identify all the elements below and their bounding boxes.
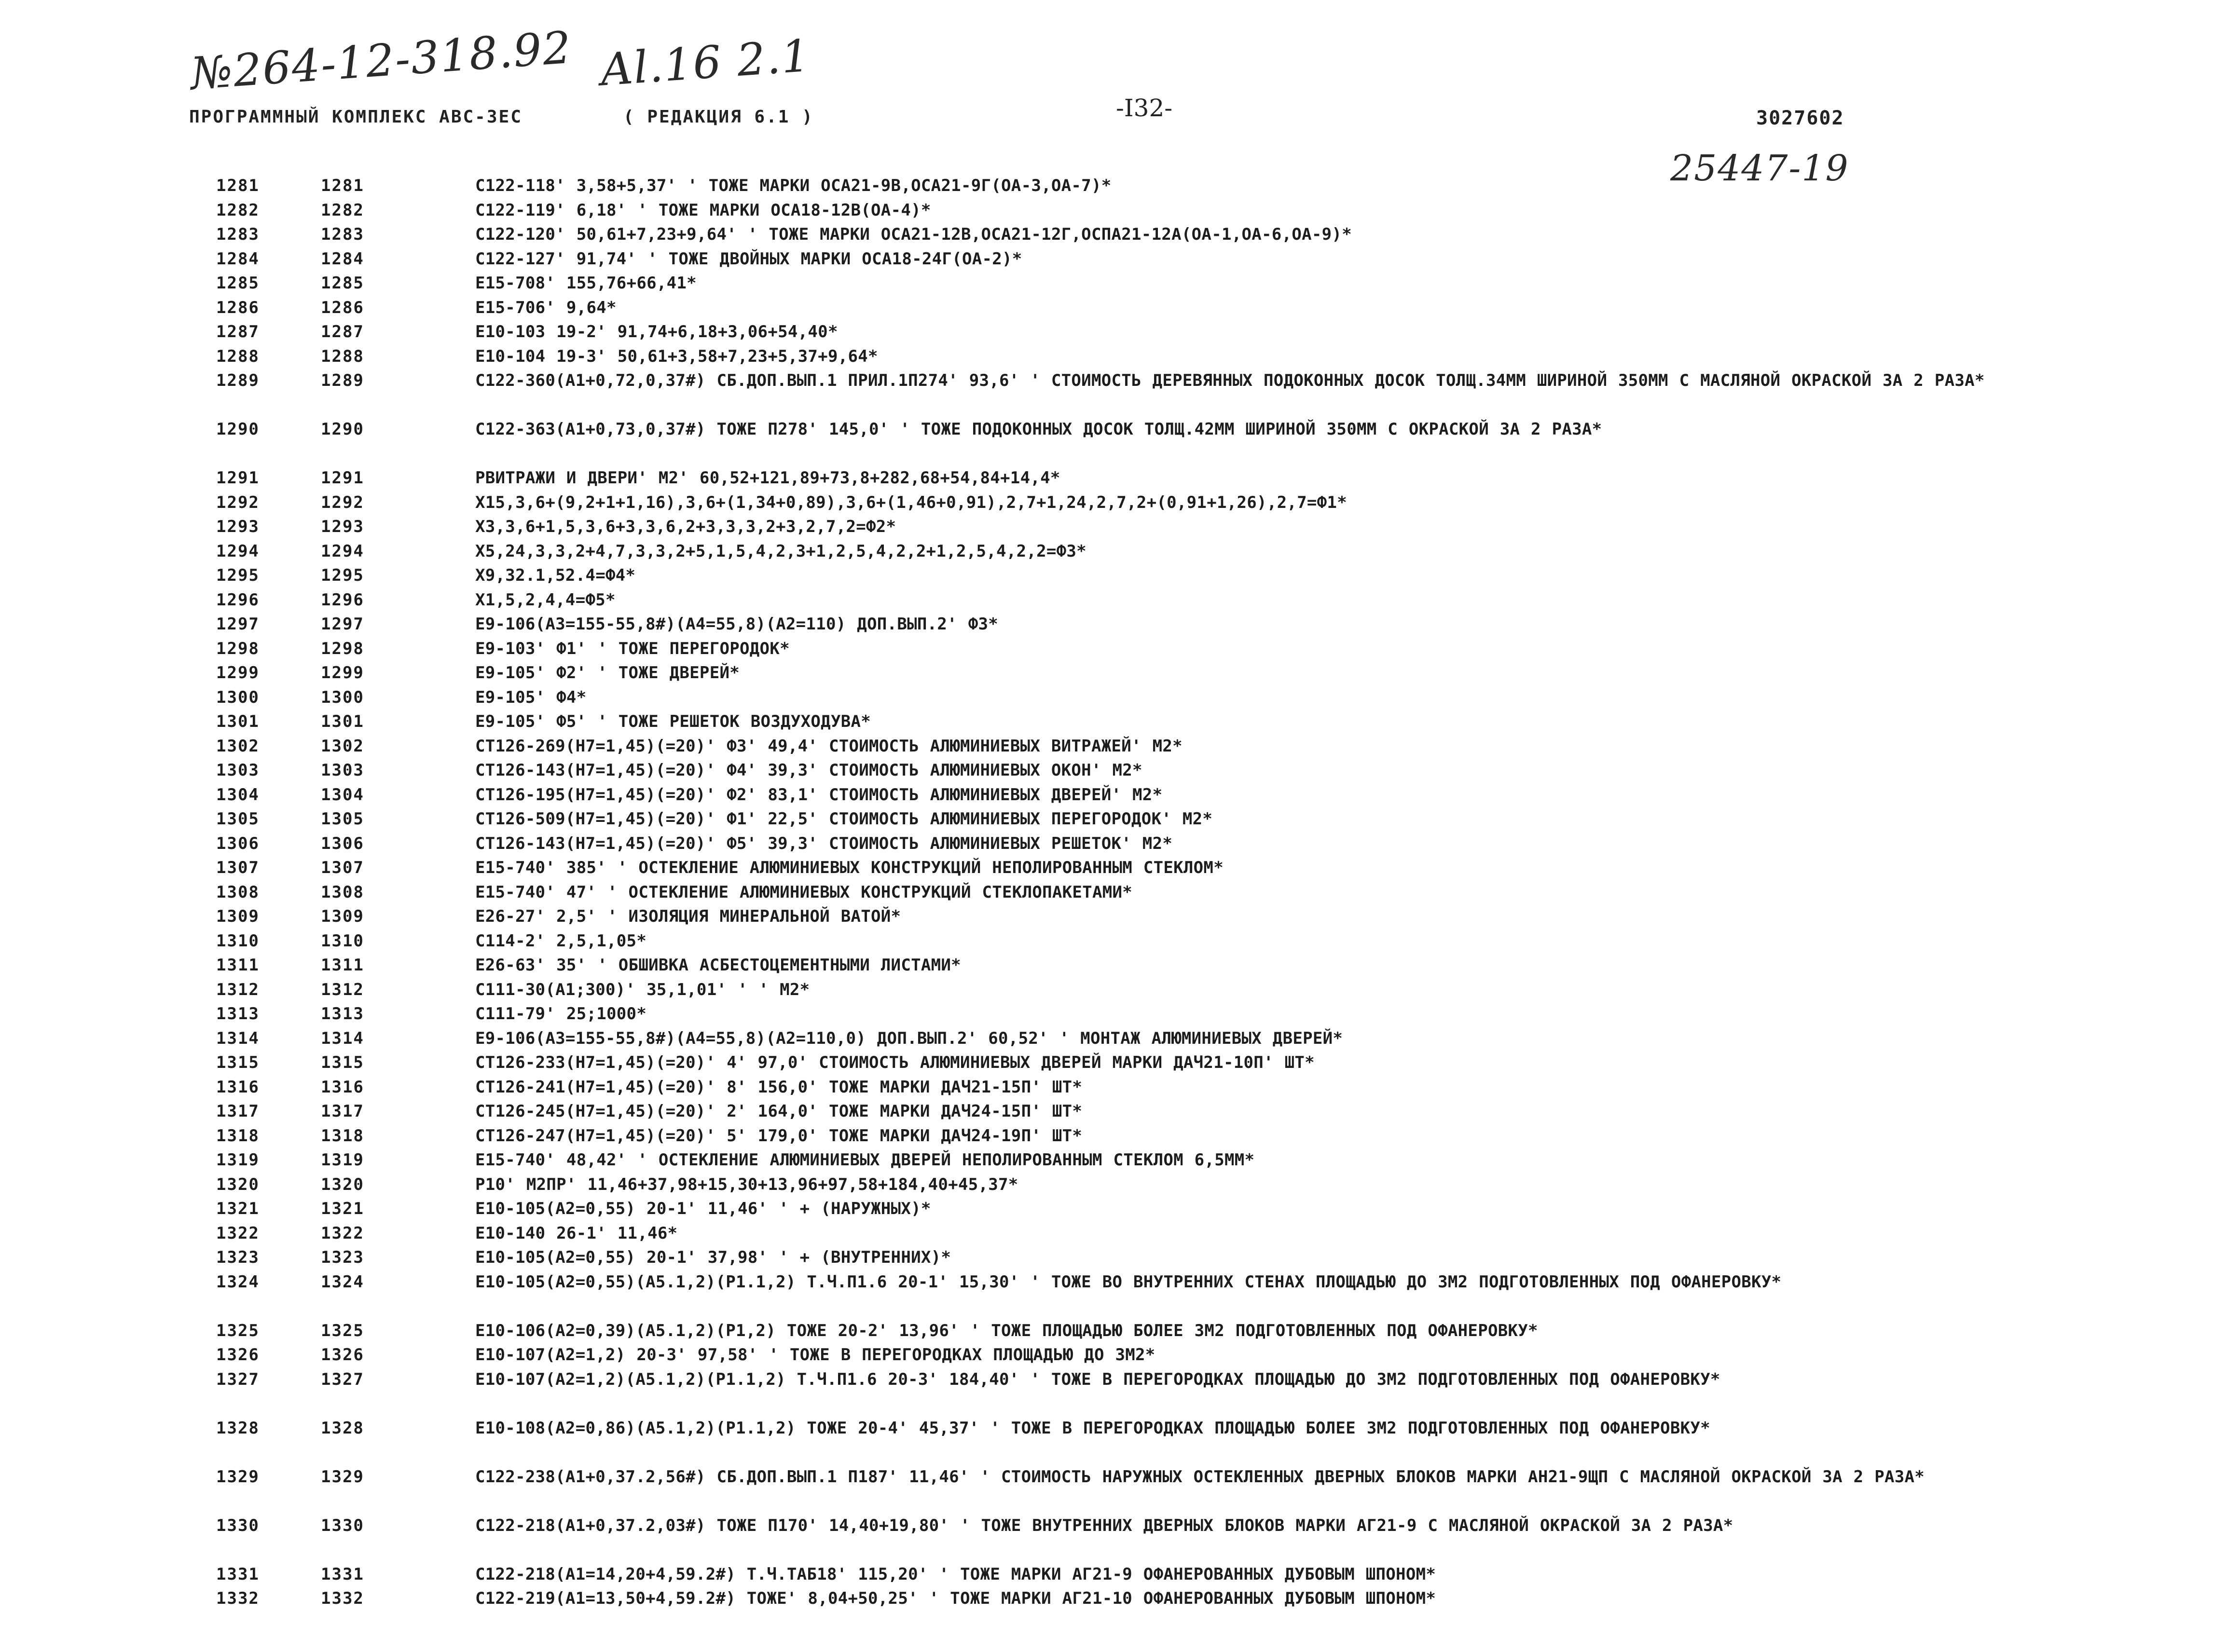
statement-text: Е9-105' Ф4* [475, 687, 587, 707]
listing-row [0, 904, 2228, 929]
line-number: 1282 [216, 200, 260, 220]
statement-text: Е15-740' 48,42' ' ОСТЕКЛЕНИЕ АЛЮМИНИЕВЫХ ДВЕРЕЙ НЕПОЛИРОВАННЫМ СТЕКЛОМ 6,5ММ* [475, 1150, 1255, 1170]
statement-number: 1297 [321, 614, 364, 634]
statement-number: 1315 [321, 1053, 364, 1072]
listing-row [0, 344, 2228, 369]
statement-text: Е9-106(А3=155-55,8#)(А4=55,8)(А2=110,0) ДОП.ВЫП.2' 60,52' ' МОНТАЖ АЛЮМИНИЕВЫХ ДВЕРЕЙ* [475, 1028, 1343, 1048]
statement-text: Е15-708' 155,76+66,41* [475, 273, 697, 293]
listing-row [0, 417, 2228, 466]
statement-text: Е15-706' 9,64* [475, 298, 617, 317]
line-number: 1310 [216, 931, 260, 951]
statement-text: СТ126-247(Н7=1,45)(=20)' 5' 179,0' ТОЖЕ МАРКИ ДАЧ24-19П' ШТ* [475, 1126, 1083, 1146]
statement-number: 1311 [321, 956, 364, 975]
listing-row [0, 271, 2228, 296]
statement-number: 1293 [321, 517, 364, 536]
statement-text: Е9-106(А3=155-55,8#)(А4=55,8)(А2=110) ДОП.ВЫП.2' Ф3* [475, 614, 999, 634]
statement-text: С122-363(А1+0,73,0,37#) ТОЖЕ П278' 145,0' ' ТОЖЕ ПОДОКОННЫХ ДОСОК ТОЛЩ.42ММ ШИРИНОЙ 350ММ С ОКРАСКОЙ ЗА 2 РАЗА* [475, 420, 1602, 439]
listing-row [0, 880, 2228, 905]
statement-text: Е15-740' 385' ' ОСТЕКЛЕНИЕ АЛЮМИНИЕВЫХ КОНСТРУКЦИЙ НЕПОЛИРОВАННЫМ СТЕКЛОМ* [475, 858, 1224, 877]
listing-row [0, 612, 2228, 637]
statement-number: 1329 [321, 1467, 364, 1487]
line-number: 1285 [216, 273, 260, 293]
statement-text: Е9-103' Ф1' ' ТОЖЕ ПЕРЕГОРОДОК* [475, 639, 790, 658]
statement-text: Е10-107(А2=1,2) 20-3' 97,58' ' ТОЖЕ В ПЕРЕГОРОДКАХ ПЛОЩАДЬЮ ДО 3М2* [475, 1345, 1155, 1365]
line-number: 1311 [216, 956, 260, 975]
statement-number: 1307 [321, 858, 364, 877]
listing-row [0, 1026, 2228, 1051]
line-number: 1307 [216, 858, 260, 877]
listing-row [0, 588, 2228, 613]
statement-text: Х3,3,6+1,5,3,6+3,3,6,2+3,3,3,2+3,2,7,2=Ф2* [475, 517, 896, 536]
listing-row [0, 1270, 2228, 1319]
statement-text: Е9-105' Ф2' ' ТОЖЕ ДВЕРЕЙ* [475, 663, 740, 683]
listing-row [0, 1367, 2228, 1416]
program-name: ПРОГРАММНЫЙ КОМПЛЕКС АВС-3ЕС [189, 107, 523, 127]
listing [0, 174, 2228, 1611]
statement-number: 1304 [321, 785, 364, 805]
statement-number: 1294 [321, 541, 364, 561]
listing-row [0, 1416, 2228, 1465]
listing-row [0, 491, 2228, 515]
statement-text: Е26-63' 35' ' ОБШИВКА АСБЕСТОЦЕМЕНТНЫМИ ЛИСТАМИ* [475, 956, 961, 975]
statement-number: 1292 [321, 492, 364, 512]
statement-number: 1291 [321, 468, 364, 488]
line-number: 1332 [216, 1589, 260, 1608]
statement-text: СТ126-143(Н7=1,45)(=20)' Ф4' 39,3' СТОИМОСТЬ АЛЮМИНИЕВЫХ ОКОН' М2* [475, 761, 1142, 780]
line-number: 1325 [216, 1321, 260, 1340]
statement-text: Е10-103 19-2' 91,74+6,18+3,06+54,40* [475, 322, 838, 341]
statement-number: 1317 [321, 1102, 364, 1121]
line-number: 1299 [216, 663, 260, 683]
statement-number: 1308 [321, 882, 364, 902]
line-number: 1330 [216, 1515, 260, 1535]
statement-number: 1299 [321, 663, 364, 683]
line-number: 1316 [216, 1077, 260, 1097]
statement-text: С122-218(А1+0,37.2,03#) ТОЖЕ П170' 14,40+19,80' ' ТОЖЕ ВНУТРЕННИХ ДВЕРНЫХ БЛОКОВ МАРКИ АГ21-9 С МАСЛЯНОЙ ОКРАСКОЙ ЗА 2 РАЗА* [475, 1515, 1733, 1535]
statement-number: 1316 [321, 1077, 364, 1097]
statement-number: 1306 [321, 833, 364, 853]
statement-number: 1330 [321, 1515, 364, 1535]
listing-row [0, 1586, 2228, 1611]
statement-text: С122-118' 3,58+5,37' ' ТОЖЕ МАРКИ ОСА21-9В,ОСА21-9Г(ОА-3,ОА-7)* [475, 176, 1112, 195]
statement-number: 1321 [321, 1199, 364, 1218]
statement-number: 1300 [321, 687, 364, 707]
page-number: -I32- [1116, 94, 1173, 122]
line-number: 1317 [216, 1102, 260, 1121]
listing-row [0, 1197, 2228, 1221]
listing-row [0, 1319, 2228, 1343]
line-number: 1293 [216, 517, 260, 536]
statement-number: 1322 [321, 1223, 364, 1243]
line-number: 1328 [216, 1418, 260, 1438]
line-number: 1306 [216, 833, 260, 853]
statement-text: СТ126-143(Н7=1,45)(=20)' Ф5' 39,3' СТОИМОСТЬ АЛЮМИНИЕВЫХ РЕШЕТОК' М2* [475, 833, 1173, 853]
line-number: 1303 [216, 761, 260, 780]
statement-number: 1302 [321, 736, 364, 756]
line-number: 1301 [216, 712, 260, 731]
line-number: 1315 [216, 1053, 260, 1072]
line-number: 1289 [216, 371, 260, 390]
line-number: 1314 [216, 1028, 260, 1048]
statement-text: С111-30(А1;300)' 35,1,01' ' ' М2* [475, 980, 810, 999]
statement-text: Е10-140 26-1' 11,46* [475, 1223, 678, 1243]
line-number: 1283 [216, 225, 260, 244]
statement-text: Е10-105(А2=0,55) 20-1' 11,46' ' + (НАРУЖНЫХ)* [475, 1199, 931, 1218]
statement-number: 1319 [321, 1150, 364, 1170]
statement-text: СТ126-195(Н7=1,45)(=20)' Ф2' 83,1' СТОИМОСТЬ АЛЮМИНИЕВЫХ ДВЕРЕЙ' М2* [475, 785, 1163, 805]
line-number: 1331 [216, 1564, 260, 1584]
statement-number: 1318 [321, 1126, 364, 1146]
line-number: 1296 [216, 590, 260, 610]
listing-row [0, 661, 2228, 685]
statement-text: С114-2' 2,5,1,05* [475, 931, 647, 951]
statement-text: С122-218(А1=14,20+4,59.2#) Т.Ч.ТАБ18' 115,20' ' ТОЖЕ МАРКИ АГ21-9 ОФАНЕРОВАННЫХ ДУБОВЫМ ШПОНОМ* [475, 1564, 1436, 1584]
statement-number: 1310 [321, 931, 364, 951]
listing-row [0, 783, 2228, 807]
statement-text: СТ126-233(Н7=1,45)(=20)' 4' 97,0' СТОИМОСТЬ АЛЮМИНИЕВЫХ ДВЕРЕЙ МАРКИ ДАЧ21-10П' ШТ* [475, 1053, 1315, 1072]
statement-number: 1303 [321, 761, 364, 780]
statement-text: Х9,32.1,52.4=Ф4* [475, 566, 636, 585]
listing-row [0, 953, 2228, 978]
statement-number: 1296 [321, 590, 364, 610]
statement-number: 1283 [321, 225, 364, 244]
statement-text: СТ126-269(Н7=1,45)(=20)' Ф3' 49,4' СТОИМОСТЬ АЛЮМИНИЕВЫХ ВИТРАЖЕЙ' М2* [475, 736, 1183, 756]
listing-row [0, 466, 2228, 491]
listing-row [0, 856, 2228, 880]
line-number: 1326 [216, 1345, 260, 1365]
listing-row [0, 978, 2228, 1002]
line-number: 1304 [216, 785, 260, 805]
line-number: 1327 [216, 1369, 260, 1389]
line-number: 1320 [216, 1174, 260, 1194]
line-number: 1300 [216, 687, 260, 707]
statement-text: Е10-108(А2=0,86)(А5.1,2)(Р1.1,2) ТОЖЕ 20-4' 45,37' ' ТОЖЕ В ПЕРЕГОРОДКАХ ПЛОЩАДЬЮ БОЛЕЕ 3М2 ПОДГОТОВЛЕННЫХ ПОД ОФАНЕРОВКУ* [475, 1418, 1710, 1438]
listing-row [0, 807, 2228, 832]
listing-row [0, 1514, 2228, 1562]
statement-text: С122-120' 50,61+7,23+9,64' ' ТОЖЕ МАРКИ ОСА21-12В,ОСА21-12Г,ОСПА21-12А(ОА-1,ОА-6,ОА-9)* [475, 225, 1352, 244]
statement-text: Х1,5,2,4,4=Ф5* [475, 590, 616, 610]
line-number: 1319 [216, 1150, 260, 1170]
statement-text: СТ126-509(Н7=1,45)(=20)' Ф1' 22,5' СТОИМОСТЬ АЛЮМИНИЕВЫХ ПЕРЕГОРОДОК' М2* [475, 809, 1213, 829]
statement-number: 1284 [321, 249, 364, 269]
line-number: 1305 [216, 809, 260, 829]
document-number: 3027602 [1756, 107, 1844, 129]
listing-row [0, 320, 2228, 344]
statement-number: 1331 [321, 1564, 364, 1584]
statement-text: Е15-740' 47' ' ОСТЕКЛЕНИЕ АЛЮМИНИЕВЫХ КОНСТРУКЦИЙ СТЕКЛОПАКЕТАМИ* [475, 882, 1133, 902]
program-edition: ( РЕДАКЦИЯ 6.1 ) [623, 107, 814, 127]
listing-row [0, 1562, 2228, 1587]
statement-number: 1332 [321, 1589, 364, 1608]
listing-row [0, 1124, 2228, 1148]
line-number: 1290 [216, 420, 260, 439]
statement-number: 1289 [321, 371, 364, 390]
line-number: 1298 [216, 639, 260, 658]
listing-row [0, 539, 2228, 564]
listing-row [0, 832, 2228, 856]
listing-row [0, 296, 2228, 320]
statement-number: 1287 [321, 322, 364, 341]
line-number: 1308 [216, 882, 260, 902]
statement-number: 1313 [321, 1004, 364, 1024]
listing-row [0, 222, 2228, 247]
line-number: 1281 [216, 176, 260, 195]
listing-row [0, 198, 2228, 223]
handwritten-sheet-number: Al.16 2.1 [599, 29, 812, 96]
statement-number: 1324 [321, 1272, 364, 1292]
statement-number: 1285 [321, 273, 364, 293]
statement-text: Р10' М2ПР' 11,46+37,98+15,30+13,96+97,58+184,40+45,37* [475, 1174, 1018, 1194]
line-number: 1321 [216, 1199, 260, 1218]
line-number: 1288 [216, 346, 260, 366]
listing-row [0, 247, 2228, 272]
statement-text: Е10-106(А2=0,39)(А5.1,2)(Р1,2) ТОЖЕ 20-2' 13,96' ' ТОЖЕ ПЛОЩАДЬЮ БОЛЕЕ 3М2 ПОДГОТОВЛЕННЫХ ПОД ОФАНЕРОВКУ* [475, 1321, 1538, 1340]
line-number: 1323 [216, 1248, 260, 1267]
statement-number: 1298 [321, 639, 364, 658]
line-number: 1295 [216, 566, 260, 585]
listing-row [0, 1245, 2228, 1270]
statement-number: 1286 [321, 298, 364, 317]
statement-number: 1314 [321, 1028, 364, 1048]
line-number: 1287 [216, 322, 260, 341]
line-number: 1322 [216, 1223, 260, 1243]
statement-text: СТ126-241(Н7=1,45)(=20)' 8' 156,0' ТОЖЕ МАРКИ ДАЧ21-15П' ШТ* [475, 1077, 1083, 1097]
handwritten-reference-number: 25447-19 [1670, 148, 1849, 189]
statement-text: Е10-107(А2=1,2)(А5.1,2)(Р1.1,2) Т.Ч.П1.6 20-3' 184,40' ' ТОЖЕ В ПЕРЕГОРОДКАХ ПЛОЩАДЬЮ ДО 3М2 ПОДГОТОВЛЕННЫХ ПОД ОФАНЕРОВКУ* [475, 1369, 1720, 1389]
statement-number: 1288 [321, 346, 364, 366]
listing-row [0, 1148, 2228, 1173]
listing-row [0, 1051, 2228, 1075]
line-number: 1302 [216, 736, 260, 756]
line-number: 1286 [216, 298, 260, 317]
line-number: 1312 [216, 980, 260, 999]
statement-text: СТ126-245(Н7=1,45)(=20)' 2' 164,0' ТОЖЕ МАРКИ ДАЧ24-15П' ШТ* [475, 1102, 1083, 1121]
statement-text: С122-360(А1+0,72,0,37#) СБ.ДОП.ВЫП.1 ПРИЛ.1П274' 93,6' ' СТОИМОСТЬ ДЕРЕВЯННЫХ ПОДОКОННЫХ ДОСОК ТОЛЩ.34ММ ШИРИНОЙ 350ММ С МАСЛЯНОЙ ОКРАСКОЙ ЗА 2 РАЗА* [475, 371, 1985, 390]
listing-row [0, 929, 2228, 954]
statement-number: 1328 [321, 1418, 364, 1438]
line-number: 1324 [216, 1272, 260, 1292]
line-number: 1329 [216, 1467, 260, 1487]
statement-number: 1323 [321, 1248, 364, 1267]
statement-text: С122-119' 6,18' ' ТОЖЕ МАРКИ ОСА18-12В(ОА-4)* [475, 200, 931, 220]
statement-text: С122-219(А1=13,50+4,59.2#) ТОЖЕ' 8,04+50,25' ' ТОЖЕ МАРКИ АГ21-10 ОФАНЕРОВАННЫХ ДУБОВЫМ ШПОНОМ* [475, 1589, 1436, 1608]
listing-row [0, 734, 2228, 759]
listing-row [0, 710, 2228, 734]
statement-text: С122-127' 91,74' ' ТОЖЕ ДВОЙНЫХ МАРКИ ОСА18-24Г(ОА-2)* [475, 249, 1022, 269]
listing-row [0, 1173, 2228, 1197]
line-number: 1292 [216, 492, 260, 512]
statement-number: 1301 [321, 712, 364, 731]
statement-text: Е10-105(А2=0,55) 20-1' 37,98' ' + (ВНУТРЕННИХ)* [475, 1248, 951, 1267]
line-number: 1309 [216, 907, 260, 926]
statement-text: РВИТРАЖИ И ДВЕРИ' М2' 60,52+121,89+73,8+282,68+54,84+14,4* [475, 468, 1060, 488]
statement-text: Е10-105(А2=0,55)(А5.1,2)(Р1.1,2) Т.Ч.П1.6 20-1' 15,30' ' ТОЖЕ ВО ВНУТРЕННИХ СТЕНАХ ПЛОЩАДЬЮ ДО 3М2 ПОДГОТОВЛЕННЫХ ПОД ОФАНЕРОВКУ* [475, 1272, 1782, 1292]
statement-number: 1325 [321, 1321, 364, 1340]
statement-number: 1305 [321, 809, 364, 829]
listing-row [0, 758, 2228, 783]
statement-number: 1281 [321, 176, 364, 195]
statement-number: 1309 [321, 907, 364, 926]
handwritten-document-number: №264-12-318.92 [189, 21, 574, 100]
statement-number: 1312 [321, 980, 364, 999]
statement-text: С122-238(А1+0,37.2,56#) СБ.ДОП.ВЫП.1 П187' 11,46' ' СТОИМОСТЬ НАРУЖНЫХ ОСТЕКЛЕННЫХ ДВЕРНЫХ БЛОКОВ МАРКИ АН21-9ЩП С МАСЛЯНОЙ ОКРАСКОЙ ЗА 2 РАЗА* [475, 1467, 1925, 1487]
listing-row [0, 515, 2228, 539]
line-number: 1318 [216, 1126, 260, 1146]
line-number: 1294 [216, 541, 260, 561]
listing-row [0, 174, 2228, 198]
statement-text: Е26-27' 2,5' ' ИЗОЛЯЦИЯ МИНЕРАЛЬНОЙ ВАТОЙ* [475, 907, 901, 926]
listing-row [0, 1465, 2228, 1514]
statement-number: 1327 [321, 1369, 364, 1389]
statement-text: Е10-104 19-3' 50,61+3,58+7,23+5,37+9,64* [475, 346, 878, 366]
line-number: 1297 [216, 614, 260, 634]
statement-text: Е9-105' Ф5' ' ТОЖЕ РЕШЕТОК ВОЗДУХОДУВА* [475, 712, 871, 731]
listing-row [0, 563, 2228, 588]
line-number: 1313 [216, 1004, 260, 1024]
line-number: 1284 [216, 249, 260, 269]
statement-text: Х5,24,3,3,2+4,7,3,3,2+5,1,5,4,2,3+1,2,5,4,2,2+1,2,5,4,2,2=Ф3* [475, 541, 1086, 561]
statement-text: С111-79' 25;1000* [475, 1004, 647, 1024]
line-number: 1291 [216, 468, 260, 488]
listing-row [0, 1002, 2228, 1026]
statement-number: 1320 [321, 1174, 364, 1194]
statement-number: 1295 [321, 566, 364, 585]
listing-row [0, 637, 2228, 661]
statement-number: 1326 [321, 1345, 364, 1365]
listing-row [0, 369, 2228, 417]
statement-text: Х15,3,6+(9,2+1+1,16),3,6+(1,34+0,89),3,6+(1,46+0,91),2,7+1,24,2,7,2+(0,91+1,26),2,7=Ф1* [475, 492, 1347, 512]
statement-number: 1282 [321, 200, 364, 220]
listing-row [0, 1075, 2228, 1100]
listing-row [0, 1343, 2228, 1367]
listing-row [0, 1221, 2228, 1246]
listing-row [0, 1099, 2228, 1124]
statement-number: 1290 [321, 420, 364, 439]
listing-row [0, 685, 2228, 710]
